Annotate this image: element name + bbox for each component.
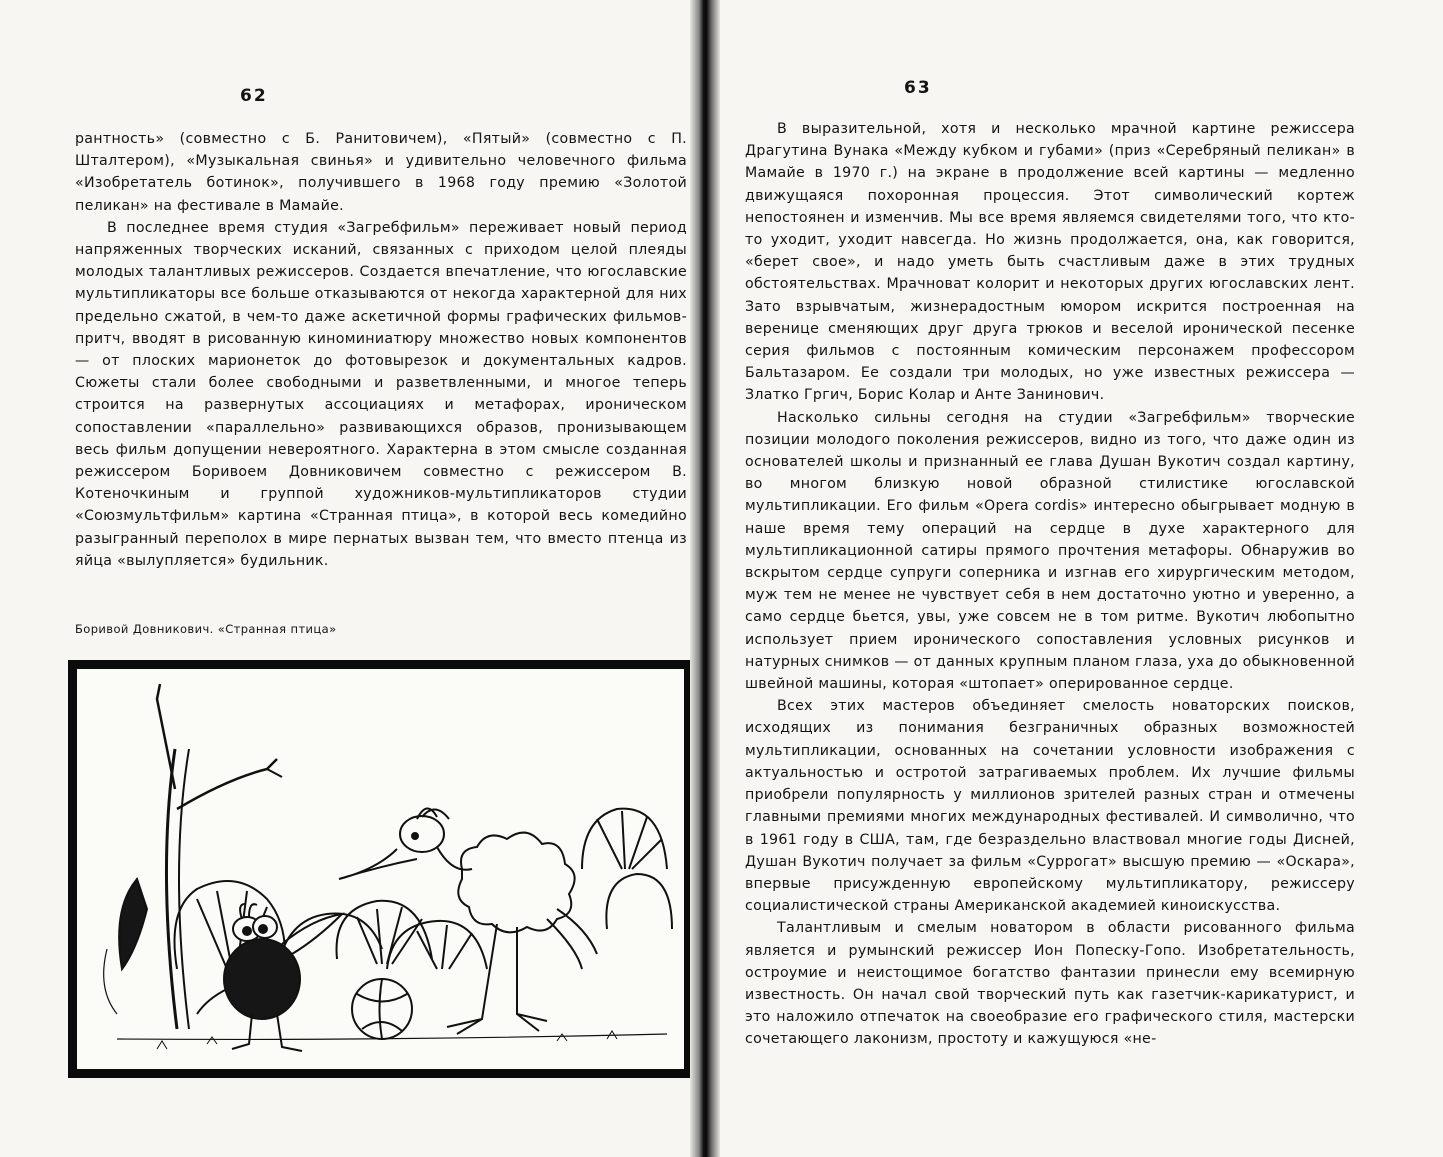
book-spine-gutter: [690, 0, 720, 1157]
page-number: 62: [240, 86, 268, 106]
body-text: [745, 118, 1355, 1051]
left-page: [0, 0, 703, 1157]
illustration-caption: Боривой Довникович. «Странная птица»: [75, 622, 337, 636]
cartoon-illustration: [77, 669, 684, 1069]
paragraph: Талантливым и смелым новатором в области рисованного фильма является и румынский режиссер Ион Попеску-Гопо. Изобретательность, остроумие и неистощимое богатство фантазии принесли ему всемирную известность. Он начал свой творческий путь как газетчик-карикатурист, и это наложило отпечаток на своеобразие его графического стиля, мастерски сочетающего лаконизм, простоту и кажущуюся «не-: [745, 920, 1355, 1048]
page-number: 63: [904, 78, 932, 98]
paragraph: Насколько сильны сегодня на студии «Загребфильм» творческие позиции молодого поколения режиссеров, видно из того, что даже один из основателей школы и признанный ее глава Душан Вукотич создал картину, во многом близкую новой образной стилистике югославской мультипликации. Его фильм «Opera cordis» интересно обыгрывает модную в наше время тему операций на сердце в духе характерного для мультипликационной сатиры прямого прочтения метафоры. Обнаружив во вскрытом сердце супруги соперника и изгнав его хирургическим методом, муж тем не менее не чувствует себя в нем достаточно уютно и уверенно, а само сердце бьется, увы, уже совсем не в том ритме. Вукотич любопытно использует прием иронического сопоставления условных рисунков и натурных снимков — от данных крупным планом глаза, уха до обыкновенной швейной машины, которая «штопает» оперированное сердце.: [745, 409, 1355, 693]
paragraph: Всех этих мастеров объединяет смелость новаторских поисков, исходящих из понимания безграничных образных возможностей мультипликации, основанных на сочетании условности изображения с актуальностью и остротой затрагиваемых проблем. Их лучшие фильмы приобрели популярность у миллионов зрителей разных стран и отмечены главными премиями многих международных фестивалей. И символично, что в 1961 году в США, там, где безраздельно властвовал многие годы Дисней, Душан Вукотич получает за фильм «Суррогат» высшую премию — «Оскара», впервые присужденную европейскому мультипликатору, режиссеру социалистической страны Американской академией киноискусства.: [745, 698, 1355, 915]
right-page: [709, 0, 1443, 1157]
paragraph: В последнее время студия «Загребфильм» переживает новый период напряженных творческих исканий, связанных с приходом целой плеяды молодых талантливых режиссеров. Создается впечатление, что югославские мультипликаторы все больше отказываются от некогда характерной для них предельно сжатой, в чем-то даже аскетичной формы графических фильмов-притч, вводят в рисованную киноминиатюру множество новых компонентов — от плоских марионеток до фотовырезок и документальных кадров. Сюжеты стали более свободными и разветвленными, и многое теперь строится на развернутых ассоциациях и метафорах, ироническом сопоставлении «параллельно» развивающихся образов, пронизывающем весь фильм допущении невероятного. Характерна в этом смысле созданная режиссером Боривоем Довниковичем совместно с режиссером В. Котеночкиным и группой художников-мультипликаторов студии «Союзмультфильм» картина «Странная птица», в которой весь комедийно разыгранный переполох в мире пернатых вызван тем, что вместо птенца из яйца «вылупляется» будильник.: [75, 219, 687, 569]
body-text: [75, 128, 687, 572]
paragraph: В выразительной, хотя и несколько мрачной картине режиссера Драгутина Вунака «Между кубком и губами» (приз «Серебряный пеликан» в Мамайе в 1970 г.) на экране в продолжение всей картины — медленно движущаяся похоронная процессия. Этот символический кортеж непостоянен и изменчив. Мы все время являемся свидетелями того, что кто-то уходит, уходит навсегда. Но жизнь продолжается, она, как говорится, «берет свое», и надо уметь быть счастливым даже в этих трудных обстоятельствах. Мрачноват колорит и некоторых других югославских лент. Зато взрывчатым, жизнерадостным юмором искрится построенная на веренице сменяющих друг друга трюков и веселой иронической песенке серия фильмов с постоянным комическим персонажем профессором Бальтазаром. Ее создали три молодых, но уже известных режиссера — Златко Гргич, Борис Колар и Анте Занинович.: [745, 121, 1355, 404]
illustration-frame: [68, 660, 693, 1078]
paragraph: рантность» (совместно с Б. Ранитовичем), «Пятый» (совместно с П. Шталтером), «Музыкальная свинья» и удивительно человечного фильма «Изобретатель ботинок», получившего в 1968 году премию «Золотой пеликан» на фестивале в Мамайе.: [75, 131, 687, 214]
